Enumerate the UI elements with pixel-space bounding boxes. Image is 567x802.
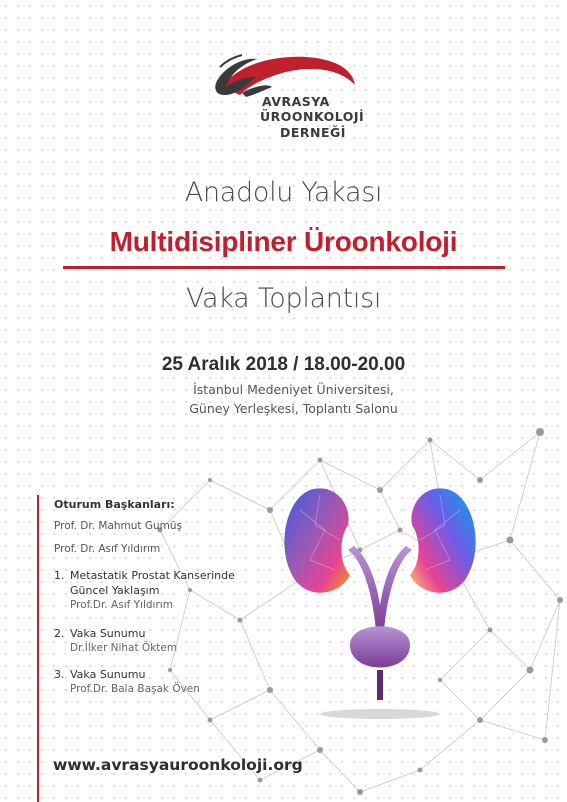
program-item-title: Vaka Sunumu: [70, 627, 146, 640]
program-item-title: Vaka Sunumu: [70, 668, 146, 681]
session-chair: Prof. Dr. Mahmut Gumüş: [54, 520, 183, 532]
website-link[interactable]: www.avrasyauroonkoloji.org: [53, 756, 303, 774]
organization-name-line2: ÜROONKOLOJİ: [260, 109, 365, 124]
program-item-number: 2.: [54, 627, 65, 640]
session-chair: Prof. Dr. Asıf Yıldırım: [54, 543, 161, 555]
program-item-title: Metastatik Prostat Kanserinde: [70, 569, 235, 582]
event-date-time: 25 Aralık 2018 / 18.00-20.00: [161, 354, 406, 375]
title-underline: [63, 266, 505, 269]
program-item-speaker: Prof.Dr. Bala Başak Öven: [70, 683, 200, 695]
organization-name-line1: AVRASYA: [262, 94, 330, 109]
program-item-number: 3.: [54, 668, 65, 681]
program-item-speaker: Prof.Dr. Asıf Yıldırım: [70, 599, 173, 611]
event-title-line3: Vaka Toplantısı: [185, 283, 382, 314]
kidney-illustration: [280, 470, 480, 720]
session-chairs-heading: Oturum Başkanları:: [54, 498, 175, 511]
program-item-number: 1.: [54, 569, 65, 582]
event-title-main: Multidisipliner Üroonkoloji: [109, 226, 458, 257]
event-title-line1: Anadolu Yakası: [184, 177, 383, 208]
event-venue-line2: Güney Yerleşkesi, Toplantı Salonu: [189, 401, 398, 416]
program-accent-bar: [37, 495, 39, 802]
program-item-title-cont: Güncel Yaklaşım: [70, 584, 160, 597]
event-venue-line1: İstanbul Medeniyet Üniversitesi,: [193, 382, 394, 397]
program-item-speaker: Dr.İlker Nihat Öktem: [70, 642, 178, 654]
organization-name-line3: DERNEĞİ: [280, 125, 346, 140]
